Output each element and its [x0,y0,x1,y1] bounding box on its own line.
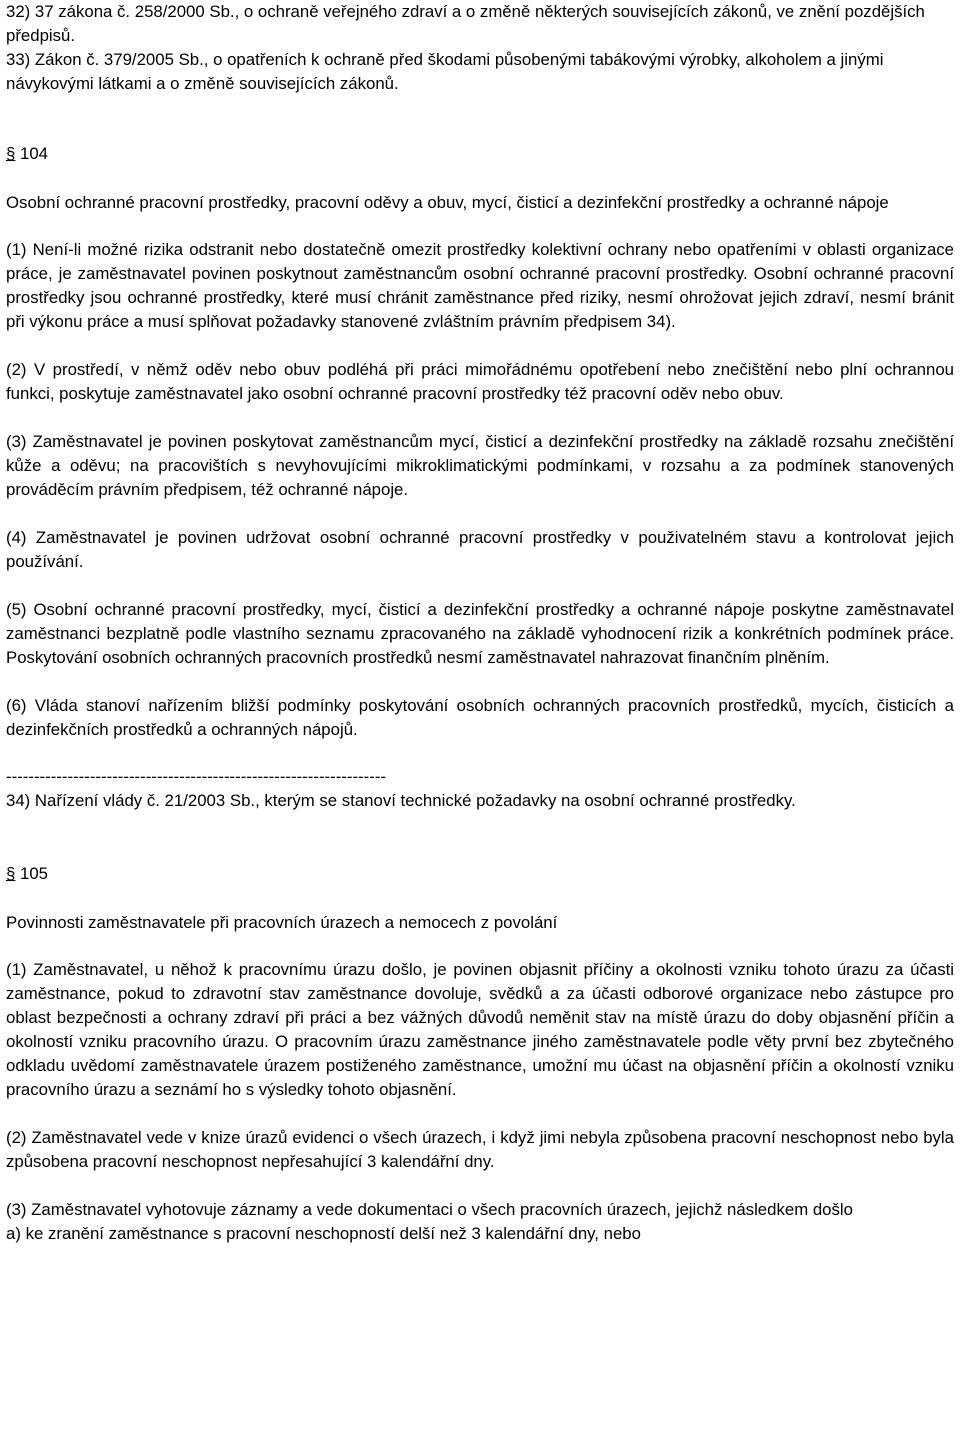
section-105-paragraph-1: (1) Zaměstnavatel, u něhož k pracovnímu úrazu došlo, je povinen objasnit příčiny a okolnosti vzniku tohoto úrazu za účasti zaměstnance, pokud to zdravotní stav zaměstnance dovoluje, svědků a za účasti odborové organizace nebo zástupce pro oblast bezpečnosti a ochrany zdraví při práci a bez vážných důvodů neměnit stav na místě úrazu do doby objasnění příčin a okolností vzniku pracovního úrazu. O pracovním úrazu zaměstnance jiného zaměstnavatele podle věty první bez zbytečného odkladu uvědomí zaměstnavatele úrazem postiženého zaměstnance, umožní mu účast na objasnění příčin a okolností vzniku pracovního úrazu a seznámí ho s výsledky tohoto objasnění. [6,960,954,1099]
section-number: 105 [15,864,49,883]
section-number: 104 [15,144,49,163]
section-104-paragraph-3: (3) Zaměstnavatel je povinen poskytovat zaměstnancům mycí, čisticí a dezinfekční prostředky na základě rozsahu znečištění kůže a oděvu; na pracovištích s nevyhovujícími mikroklimatickými podmínkami, v rozsahu a za podmínek stanovených prováděcím právním předpisem, též ochranné nápoje. [6,432,954,499]
section-105-item-a: a) ke zranění zaměstnance s pracovní neschopností delší než 3 kalendářní dny, nebo [6,1224,641,1243]
section-104-paragraph-6: (6) Vláda stanoví nařízením bližší podmínky poskytování osobních ochranných pracovních prostředků, mycích, čisticích a dezinfekčních prostředků a ochranných nápojů. [6,696,954,739]
section-104-paragraph-2: (2) V prostředí, v němž oděv nebo obuv podléhá při práci mimořádnému opotřebení nebo znečištění nebo plní ochrannou funkci, poskytuje zaměstnavatel jako osobní ochranné pracovní prostředky též pracovní oděv nebo obuv. [6,360,954,403]
section-105-paragraph-3: (3) Zaměstnavatel vyhotovuje záznamy a vede dokumentaci o všech pracovních úrazech, jejichž následkem došlo [6,1200,853,1219]
section-symbol: § [6,144,16,163]
footnote-34: 34) Nařízení vlády č. 21/2003 Sb., kterým se stanoví technické požadavky na osobní ochranné prostředky. [6,791,796,810]
section-104 [6,142,954,813]
section-104-title: Osobní ochranné pracovní prostředky, pracovní oděvy a obuv, mycí, čisticí a dezinfekční prostředky a ochranné nápoje [6,193,889,212]
section-104-heading [6,142,954,166]
section-symbol: § [6,864,16,883]
section-105-title: Povinnosti zaměstnavatele při pracovních úrazech a nemocech z povolání [6,913,558,932]
section-104-paragraph-4: (4) Zaměstnavatel je povinen udržovat osobní ochranné pracovní prostředky v použivatelném stavu a kontrolovat jejich používání. [6,528,954,571]
section-105 [6,862,954,1246]
section-104-paragraph-1: (1) Není-li možné rizika odstranit nebo dostatečně omezit prostředky kolektivní ochrany nebo opatřeními v oblasti organizace práce, je zaměstnavatel povinen poskytnout zaměstnancům osobní ochranné pracovní prostředky. Osobní ochranné pracovní prostředky jsou ochranné prostředky, které musí chránit zaměstnance před riziky, nesmí ohrožovat jejich zdraví, nesmí bránit při výkonu práce a musí splňovat požadavky stanovené zvláštním právním předpisem 34). [6,240,954,331]
section-105-paragraph-2: (2) Zaměstnavatel vede v knize úrazů evidenci o všech úrazech, i když jimi nebyla způsobena pracovní neschopnost nebo byla způsobena pracovní neschopnost nepřesahující 3 kalendářní dny. [6,1128,954,1171]
footnote-divider: -------------------------------------------------------------------- [6,767,387,786]
footnotes-top [6,0,954,96]
section-105-heading [6,862,954,886]
section-104-paragraph-5: (5) Osobní ochranné pracovní prostředky, mycí, čisticí a dezinfekční prostředky a ochranné nápoje poskytne zaměstnavatel zaměstnanci bezplatně podle vlastního seznamu zpracovaného na základě vyhodnocení rizik a konkrétních podmínek práce. Poskytování osobních ochranných pracovních prostředků nesmí zaměstnavatel nahrazovat finančním plněním. [6,600,954,667]
footnote-33: 33) Zákon č. 379/2005 Sb., o opatřeních k ochraně před škodami působenými tabákovými výrobky, alkoholem a jinými návykovými látkami a o změně souvisejících zákonů. [6,50,884,93]
footnote-32: 32) 37 zákona č. 258/2000 Sb., o ochraně veřejného zdraví a o změně některých souvisejících zákonů, ve znění pozdějších předpisů. [6,2,925,45]
